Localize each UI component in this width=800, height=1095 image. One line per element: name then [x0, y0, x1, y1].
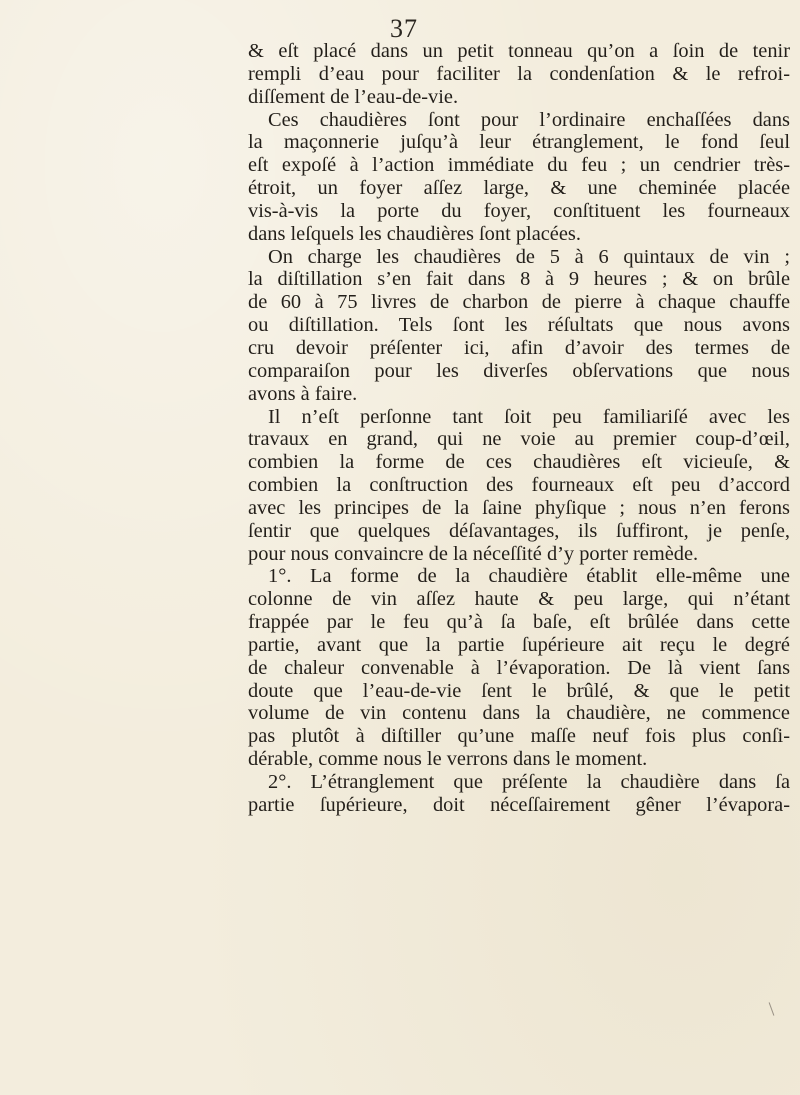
text-line: la maçonnerie juſqu’à leur étranglement, le fond ſeul: [248, 131, 790, 154]
text-line: 2°. L’étranglement que préſente la chaudière dans ſa: [268, 771, 790, 793]
text-line: Ces chaudières ſont pour l’ordinaire enchaſſées dans: [268, 108, 790, 131]
text-line: Il n’eſt perſonne tant ſoit peu familiariſé avec les: [268, 405, 790, 428]
text-line: & eſt placé dans un petit tonneau qu’on a ſoin de tenir: [248, 40, 790, 62]
text-line: volume de vin contenu dans la chaudière, ne commence: [248, 702, 790, 725]
page-number: 37: [390, 14, 418, 43]
text-line: étroit, un foyer aſſez large, & une cheminée placée: [248, 177, 790, 200]
text-line: pour nous convaincre de la néceſſité d’y porter remède.: [248, 542, 699, 565]
text-line: diſſement de l’eau-de-vie.: [248, 85, 459, 108]
text-line: On charge les chaudières de 5 à 6 quintaux de vin ;: [268, 245, 790, 268]
text-line: rempli d’eau pour faciliter la condenſation & le refroi-: [248, 62, 790, 85]
text-line: 1°. La forme de la chaudière établit elle-même une: [268, 565, 790, 588]
text-line: doute que l’eau-de-vie ſent le brûlé, & que le petit: [248, 679, 790, 702]
text-line: ſentir que quelques déſavantages, ils ſuffiront, je penſe,: [248, 519, 790, 542]
text-line: partie, avant que la partie ſupérieure ait reçu le degré: [248, 633, 790, 656]
text-line: combien la conſtruction des fourneaux eſt peu d’accord: [248, 474, 790, 497]
text-line: avec les principes de la ſaine phyſique ; nous n’en ferons: [248, 496, 790, 519]
text-line: dérable, comme nous le verrons dans le moment.: [248, 748, 648, 771]
text-line: eſt expoſé à l’action immédiate du feu ; un cendrier très-: [248, 154, 790, 177]
text-line: pas plutôt à diſtiller qu’une maſſe neuf fois plus conſi-: [248, 725, 790, 748]
text-line: cru devoir préſenter ici, afin d’avoir des termes de: [248, 336, 790, 359]
text-line: dans leſquels les chaudières ſont placées.: [248, 222, 581, 245]
text-line: avons à faire.: [248, 382, 358, 405]
body-text: [248, 40, 790, 817]
paper-mark: [769, 1002, 775, 1015]
text-line: travaux en grand, qui ne voie au premier coup-d’œil,: [248, 428, 790, 451]
text-line: de chaleur convenable à l’évaporation. De là vient ſans: [248, 656, 790, 679]
text-line: comparaiſon pour les diverſes obſervations que nous: [248, 359, 790, 382]
text-line: ou diſtillation. Tels ſont les réſultats que nous avons: [248, 314, 790, 337]
text-line: combien la forme de ces chaudières eſt vicieuſe, &: [248, 451, 790, 474]
text-line: de 60 à 75 livres de charbon de pierre à chaque chauffe: [248, 291, 790, 314]
text-line: colonne de vin aſſez haute & peu large, qui n’étant: [248, 588, 790, 611]
text-line: la diſtillation s’en fait dans 8 à 9 heures ; & on brûle: [248, 268, 790, 291]
text-line: partie ſupérieure, doit néceſſairement gêner l’évapora-: [248, 793, 790, 816]
text-line: vis-à-vis la porte du foyer, conſtituent les fourneaux: [248, 199, 790, 222]
text-line: frappée par le feu qu’à ſa baſe, eſt brûlée dans cette: [248, 611, 790, 634]
